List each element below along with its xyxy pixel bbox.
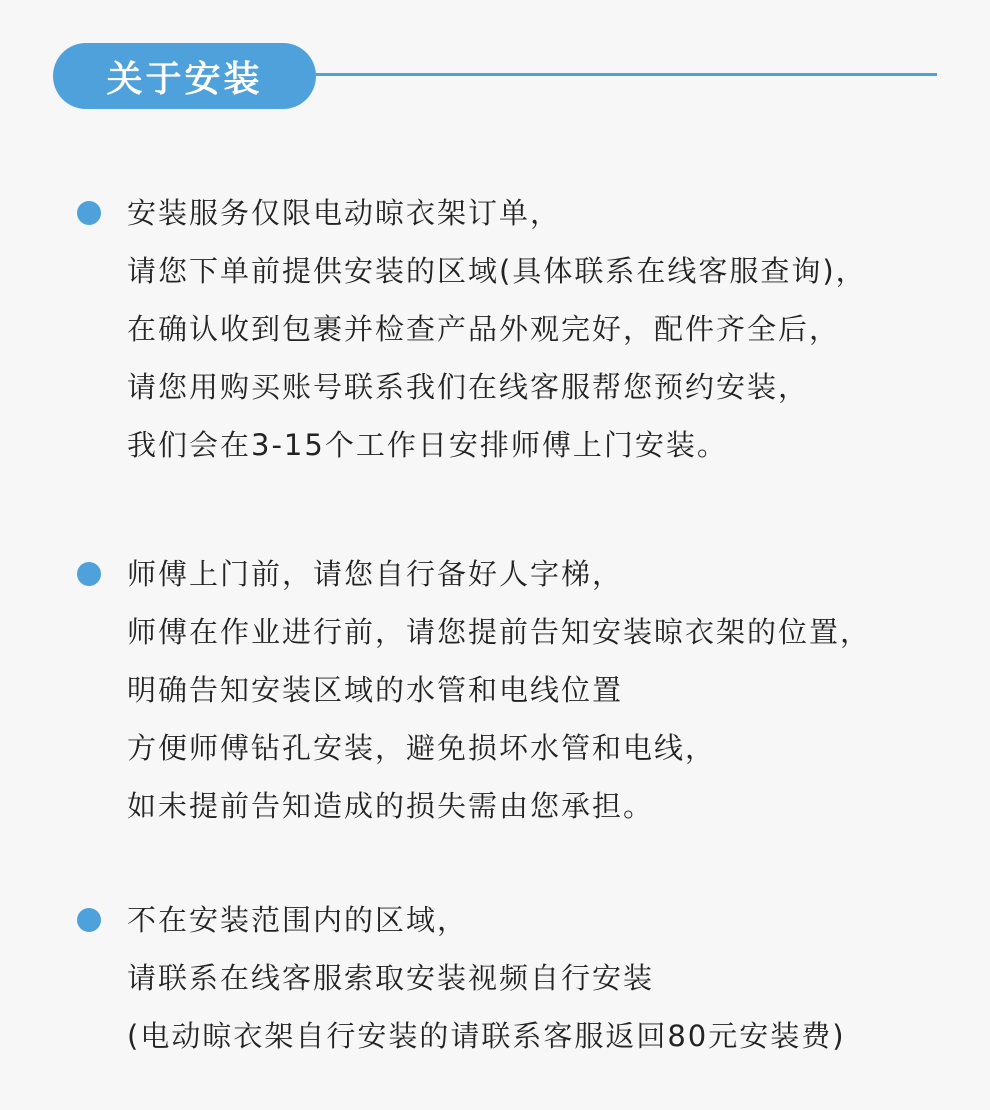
note-line: 方便师傅钻孔安装，避免损坏水管和电线， bbox=[127, 731, 717, 765]
note-line: 我们会在3-15个工作日安排师傅上门安装。 bbox=[127, 428, 728, 462]
section-title-pill bbox=[53, 43, 316, 109]
note-line: 如未提前告知造成的损失需由您承担。 bbox=[127, 789, 655, 823]
note-line: 在确认收到包裹并检查产品外观完好，配件齐全后， bbox=[127, 312, 841, 346]
note-line: 师傅上门前，请您自行备好人字梯， bbox=[127, 557, 624, 591]
note-line: 安装服务仅限电动晾衣架订单， bbox=[127, 196, 562, 230]
note-line: 请您用购买账号联系我们在线客服帮您预约安装， bbox=[127, 370, 810, 404]
note-line: 请您下单前提供安装的区域(具体联系在线客服查询)， bbox=[127, 254, 867, 288]
bullet-dot-icon bbox=[77, 562, 101, 586]
bullet-dot-icon bbox=[77, 201, 101, 225]
note-lines bbox=[127, 186, 867, 476]
title-divider-line bbox=[316, 73, 937, 76]
note-lines bbox=[127, 893, 846, 1067]
note-line: 明确告知安装区域的水管和电线位置 bbox=[127, 673, 624, 707]
section-title: 关于安装 bbox=[106, 58, 263, 100]
note-line: 不在安装范围内的区域， bbox=[127, 903, 469, 937]
bullet-dot-icon bbox=[77, 908, 101, 932]
note-line: 师傅在作业进行前，请您提前告知安装晾衣架的位置， bbox=[127, 615, 872, 649]
note-lines bbox=[127, 547, 871, 837]
note-line: 请联系在线客服索取安装视频自行安装 bbox=[127, 961, 655, 995]
note-line: (电动晾衣架自行安装的请联系客服返回80元安装费) bbox=[127, 1019, 846, 1053]
